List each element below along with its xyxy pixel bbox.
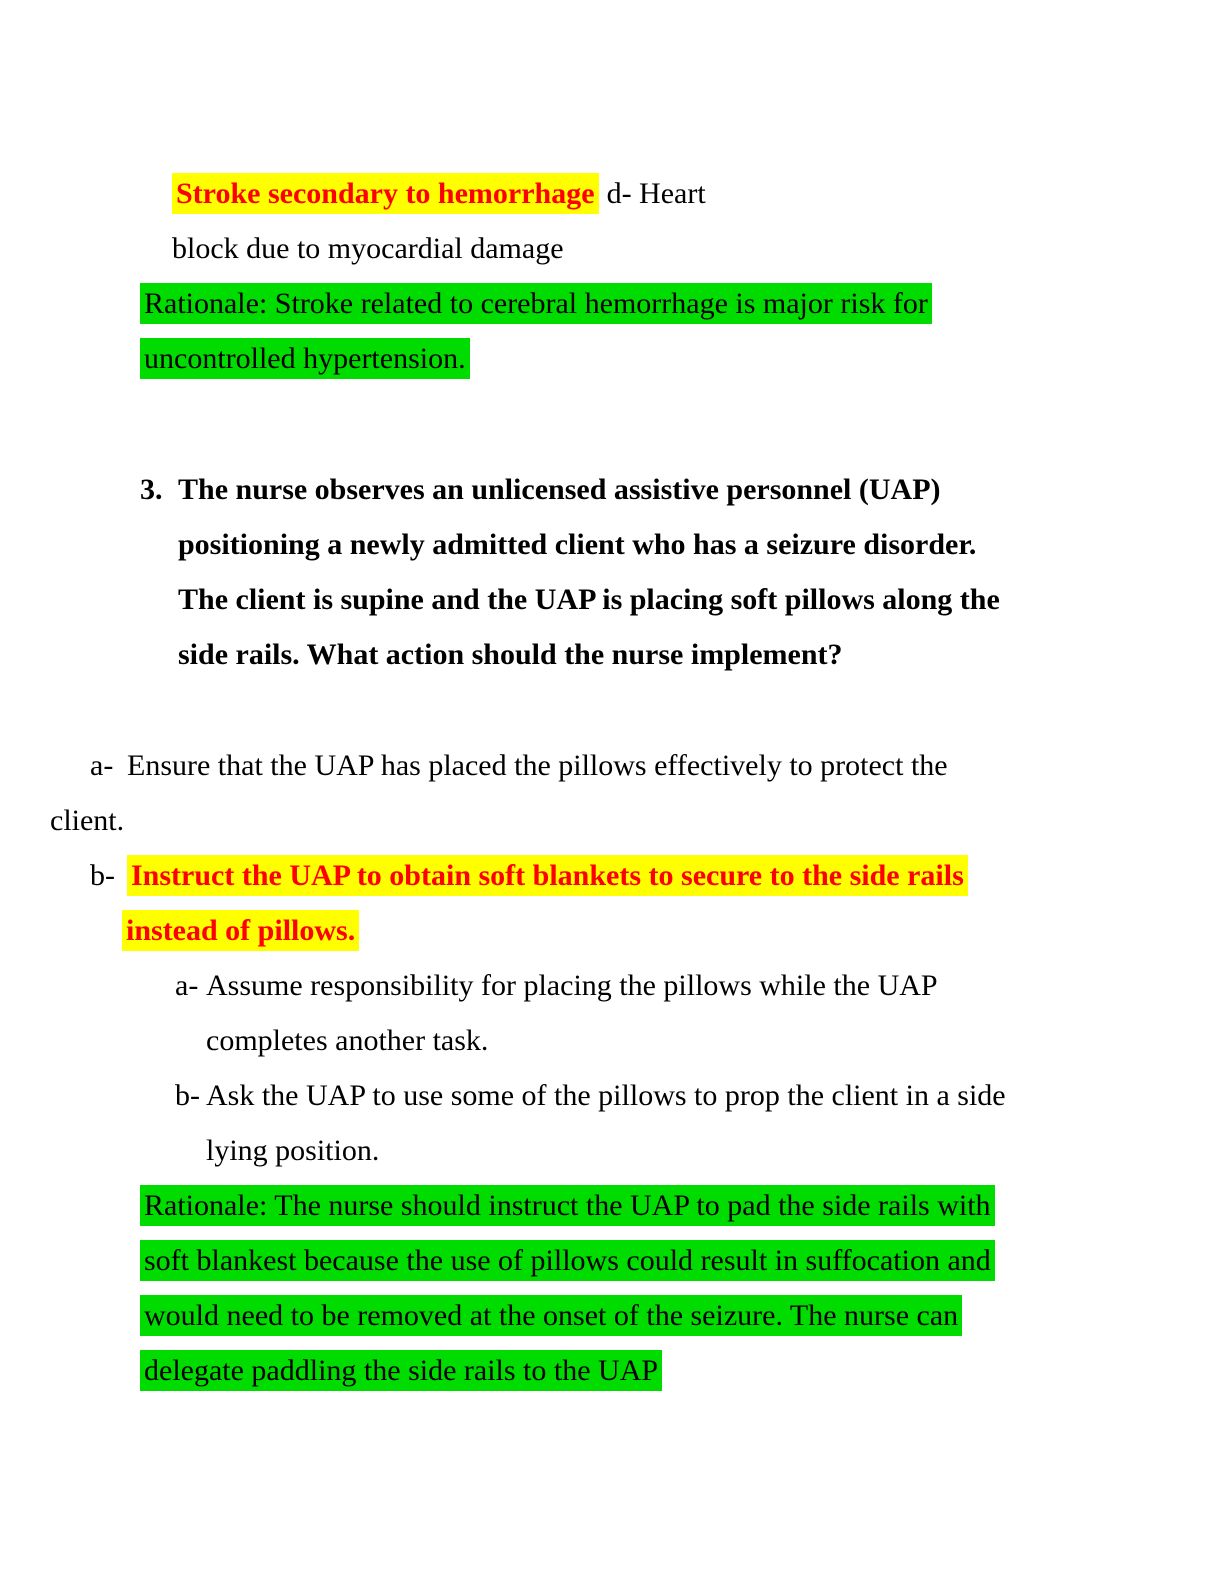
option-b1-line — [90, 848, 1224, 903]
question-line — [140, 627, 1224, 682]
question-text: side rails. What action should the nurse implement? — [178, 638, 843, 671]
question-text: positioning a newly admitted client who has a seizure disorder. — [178, 528, 977, 561]
option-a1-line — [90, 738, 1224, 793]
rationale-block-2 — [140, 1178, 1224, 1398]
option-a1-line — [50, 793, 1224, 848]
option-b2-line — [206, 1123, 1224, 1178]
option-label: a- — [175, 969, 199, 1002]
answer-tail-text: d- Heart — [606, 177, 706, 210]
option-label: b- — [175, 1079, 200, 1112]
rationale-highlighted-text: Rationale: The nurse should instruct the UAP to pad the side rails with — [140, 1185, 995, 1226]
rationale-line — [140, 1233, 1224, 1288]
question-line — [140, 572, 1224, 627]
question-text: The nurse observes an unlicensed assistive personnel (UAP) — [178, 473, 941, 506]
option-b1-line — [122, 903, 1224, 958]
question-3-block — [140, 462, 1224, 682]
rationale-highlighted-text: delegate paddling the side rails to the UAP — [140, 1350, 662, 1391]
option-text: lying position. — [206, 1134, 380, 1167]
rationale-line — [140, 1343, 1224, 1398]
answer-options-block — [0, 738, 1224, 1178]
question-line — [140, 462, 1224, 517]
rationale-block-1 — [140, 276, 1224, 386]
answer-text: block due to myocardial damage — [172, 232, 564, 265]
option-text: completes another task. — [206, 1024, 489, 1057]
answer-line — [172, 166, 1224, 221]
highlighted-answer-text: Instruct the UAP to obtain soft blankets to secure to the side rails — [127, 855, 968, 896]
highlighted-answer-text: instead of pillows. — [122, 910, 359, 951]
option-text: client. — [50, 804, 125, 837]
option-a2-line — [206, 1013, 1224, 1068]
option-text: Ensure that the UAP has placed the pillows effectively to protect the — [127, 749, 948, 782]
rationale-highlighted-text: uncontrolled hypertension. — [140, 338, 470, 379]
rationale-highlighted-text: Rationale: Stroke related to cerebral hemorrhage is major risk for — [140, 283, 932, 324]
option-label: b- — [90, 859, 115, 892]
rationale-line — [140, 1178, 1224, 1233]
option-text: Ask the UAP to use some of the pillows to prop the client in a side — [206, 1079, 1006, 1112]
option-a2-line — [175, 958, 1224, 1013]
highlighted-answer-text: Stroke secondary to hemorrhage — [172, 173, 599, 214]
question-number: 3. — [140, 473, 163, 506]
question-text: The client is supine and the UAP is placing soft pillows along the — [178, 583, 1000, 616]
rationale-highlighted-text: soft blankest because the use of pillows could result in suffocation and — [140, 1240, 995, 1281]
rationale-line — [140, 331, 1224, 386]
previous-answer-block — [172, 166, 1224, 276]
rationale-line — [140, 1288, 1224, 1343]
question-line — [140, 517, 1224, 572]
answer-line — [172, 221, 1224, 276]
option-b2-line — [175, 1068, 1224, 1123]
option-label: a- — [90, 749, 114, 782]
rationale-line — [140, 276, 1224, 331]
option-text: Assume responsibility for placing the pillows while the UAP — [206, 969, 938, 1002]
rationale-highlighted-text: would need to be removed at the onset of the seizure. The nurse can — [140, 1295, 962, 1336]
